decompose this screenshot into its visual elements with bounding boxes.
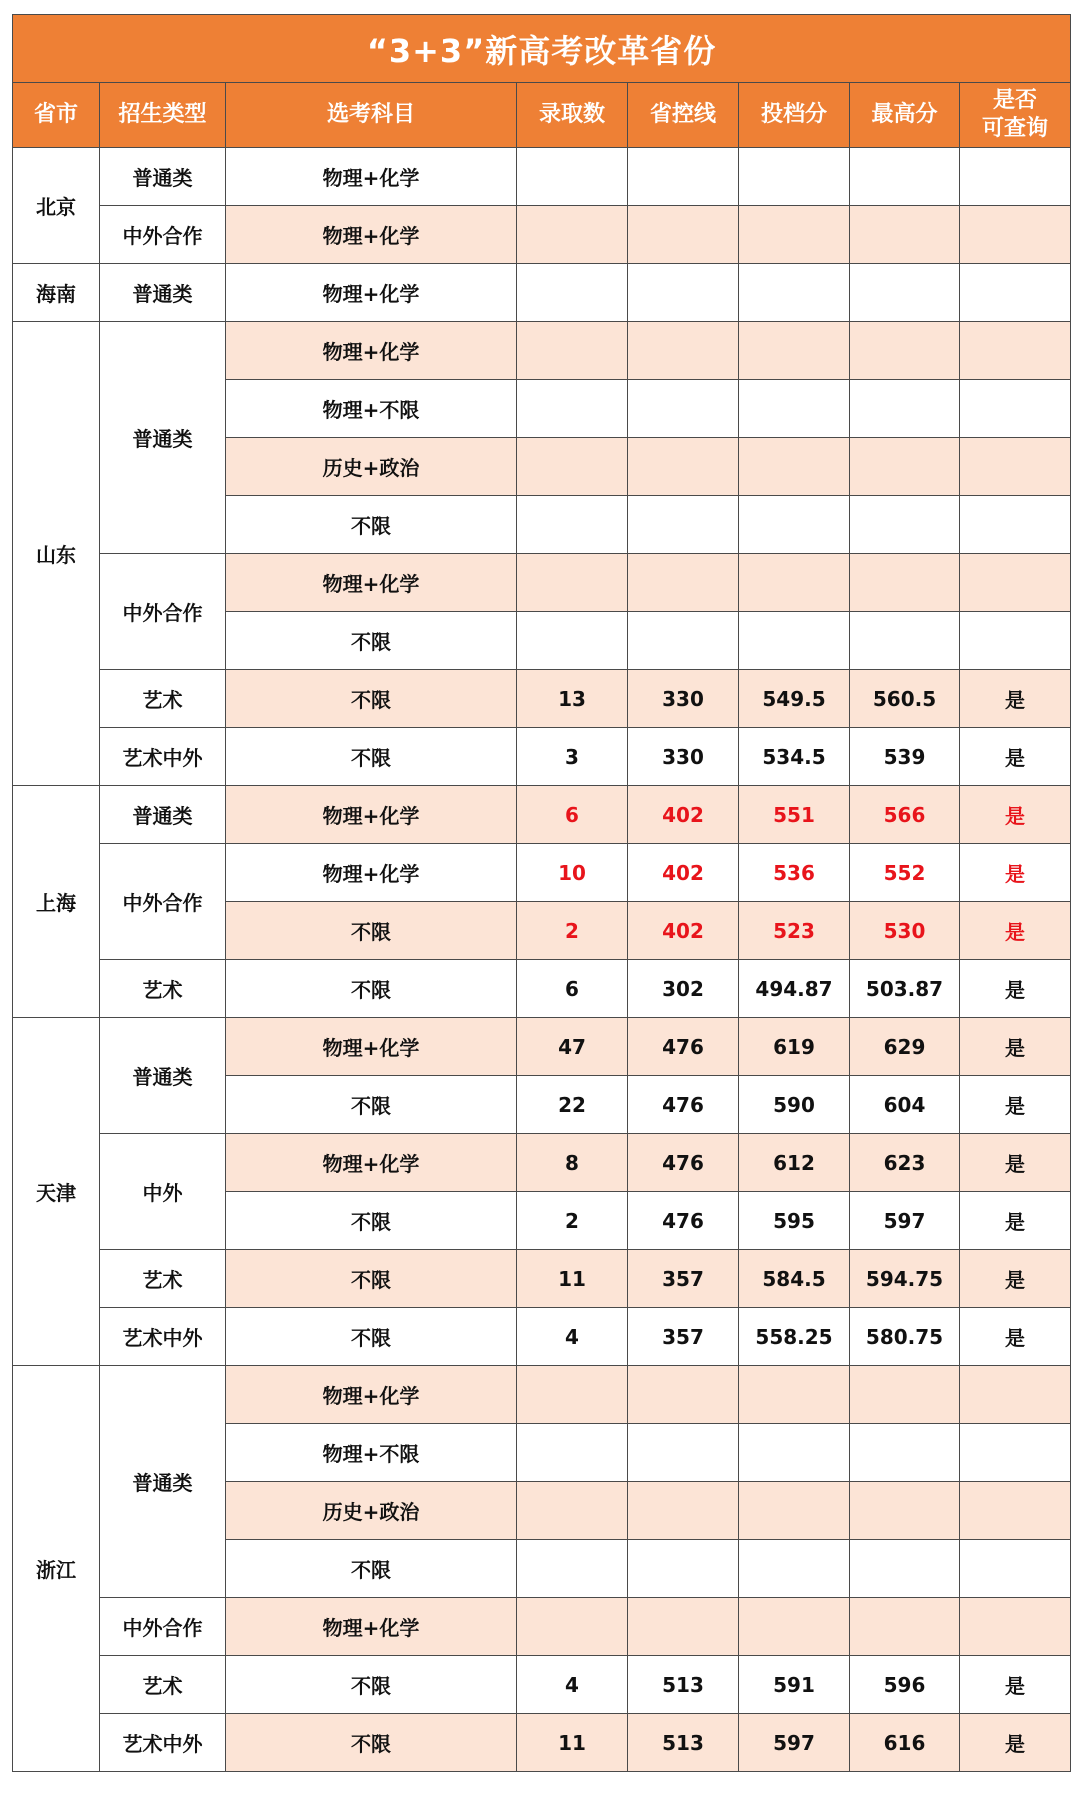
max-score-cell: 580.75 <box>850 1308 960 1366</box>
queryable-cell <box>960 438 1071 496</box>
queryable-cell: 是 <box>960 960 1071 1018</box>
subject-cell: 不限 <box>226 1192 517 1250</box>
header-admitted-count: 录取数 <box>517 83 628 148</box>
province-cell: 上海 <box>13 786 100 1018</box>
table-row <box>13 554 1071 612</box>
max-score-cell <box>850 1540 960 1598</box>
subject-cell: 物理+化学 <box>226 206 517 264</box>
subject-cell: 物理+化学 <box>226 1366 517 1424</box>
table-row <box>13 1308 1071 1366</box>
enroll-type-cell: 艺术 <box>100 1250 226 1308</box>
admission-scores-table <box>12 14 1071 1772</box>
table-row <box>13 844 1071 902</box>
admitted-count-cell: 4 <box>517 1656 628 1714</box>
max-score-cell <box>850 264 960 322</box>
header-enroll-type: 招生类型 <box>100 83 226 148</box>
header-row <box>13 83 1071 148</box>
subject-cell: 不限 <box>226 1540 517 1598</box>
table-row <box>13 1598 1071 1656</box>
enroll-type-cell: 普通类 <box>100 786 226 844</box>
control-line-cell <box>628 1540 739 1598</box>
toudang-score-cell <box>739 554 850 612</box>
max-score-cell: 616 <box>850 1714 960 1772</box>
toudang-score-cell: 536 <box>739 844 850 902</box>
enroll-type-cell: 普通类 <box>100 322 226 554</box>
enroll-type-cell: 艺术 <box>100 670 226 728</box>
toudang-score-cell: 591 <box>739 1656 850 1714</box>
admitted-count-cell: 4 <box>517 1308 628 1366</box>
toudang-score-cell <box>739 496 850 554</box>
queryable-cell: 是 <box>960 1018 1071 1076</box>
table-row <box>13 206 1071 264</box>
control-line-cell: 357 <box>628 1308 739 1366</box>
subject-cell: 物理+化学 <box>226 148 517 206</box>
admitted-count-cell: 2 <box>517 1192 628 1250</box>
control-line-cell <box>628 206 739 264</box>
enroll-type-cell: 艺术 <box>100 960 226 1018</box>
max-score-cell: 560.5 <box>850 670 960 728</box>
toudang-score-cell <box>739 264 850 322</box>
table-row <box>13 148 1071 206</box>
admitted-count-cell: 11 <box>517 1714 628 1772</box>
table-row <box>13 1250 1071 1308</box>
max-score-cell: 596 <box>850 1656 960 1714</box>
toudang-score-cell: 590 <box>739 1076 850 1134</box>
queryable-cell <box>960 380 1071 438</box>
admitted-count-cell: 11 <box>517 1250 628 1308</box>
queryable-cell <box>960 1424 1071 1482</box>
admitted-count-cell <box>517 322 628 380</box>
subject-cell: 不限 <box>226 1656 517 1714</box>
control-line-cell: 402 <box>628 844 739 902</box>
control-line-cell <box>628 1482 739 1540</box>
queryable-cell: 是 <box>960 1192 1071 1250</box>
subject-cell: 不限 <box>226 1076 517 1134</box>
queryable-cell <box>960 1482 1071 1540</box>
subject-cell: 物理+化学 <box>226 1134 517 1192</box>
table-row <box>13 786 1071 844</box>
table-row <box>13 960 1071 1018</box>
max-score-cell: 604 <box>850 1076 960 1134</box>
admitted-count-cell <box>517 612 628 670</box>
max-score-cell <box>850 496 960 554</box>
control-line-cell: 402 <box>628 786 739 844</box>
toudang-score-cell: 494.87 <box>739 960 850 1018</box>
subject-cell: 物理+化学 <box>226 322 517 380</box>
max-score-cell <box>850 1424 960 1482</box>
admitted-count-cell: 47 <box>517 1018 628 1076</box>
max-score-cell: 552 <box>850 844 960 902</box>
enroll-type-cell: 中外合作 <box>100 554 226 670</box>
admitted-count-cell <box>517 1540 628 1598</box>
queryable-cell: 是 <box>960 844 1071 902</box>
control-line-cell <box>628 380 739 438</box>
max-score-cell: 623 <box>850 1134 960 1192</box>
toudang-score-cell <box>739 612 850 670</box>
max-score-cell: 566 <box>850 786 960 844</box>
enroll-type-cell: 中外合作 <box>100 206 226 264</box>
toudang-score-cell: 549.5 <box>739 670 850 728</box>
queryable-cell <box>960 1598 1071 1656</box>
enroll-type-cell: 艺术中外 <box>100 728 226 786</box>
subject-cell: 不限 <box>226 902 517 960</box>
table-row <box>13 322 1071 380</box>
admitted-count-cell <box>517 206 628 264</box>
header-queryable: 是否 可查询 <box>960 83 1071 148</box>
admitted-count-cell: 6 <box>517 786 628 844</box>
max-score-cell <box>850 612 960 670</box>
subject-cell: 物理+化学 <box>226 554 517 612</box>
province-cell: 北京 <box>13 148 100 264</box>
title-row <box>13 15 1071 83</box>
toudang-score-cell <box>739 1424 850 1482</box>
subject-cell: 物理+不限 <box>226 1424 517 1482</box>
max-score-cell <box>850 438 960 496</box>
toudang-score-cell <box>739 438 850 496</box>
control-line-cell: 402 <box>628 902 739 960</box>
control-line-cell: 330 <box>628 670 739 728</box>
max-score-cell <box>850 322 960 380</box>
subject-cell: 不限 <box>226 1250 517 1308</box>
toudang-score-cell: 558.25 <box>739 1308 850 1366</box>
queryable-cell: 是 <box>960 1134 1071 1192</box>
control-line-cell <box>628 1598 739 1656</box>
control-line-cell <box>628 438 739 496</box>
table-row <box>13 670 1071 728</box>
admitted-count-cell <box>517 554 628 612</box>
toudang-score-cell <box>739 1598 850 1656</box>
admitted-count-cell: 3 <box>517 728 628 786</box>
admitted-count-cell <box>517 1598 628 1656</box>
max-score-cell: 530 <box>850 902 960 960</box>
enroll-type-cell: 普通类 <box>100 1018 226 1134</box>
subject-cell: 不限 <box>226 960 517 1018</box>
enroll-type-cell: 艺术中外 <box>100 1308 226 1366</box>
max-score-cell <box>850 206 960 264</box>
admitted-count-cell <box>517 438 628 496</box>
control-line-cell <box>628 148 739 206</box>
province-cell: 浙江 <box>13 1366 100 1772</box>
province-cell: 山东 <box>13 322 100 786</box>
max-score-cell: 539 <box>850 728 960 786</box>
queryable-cell: 是 <box>960 670 1071 728</box>
control-line-cell: 330 <box>628 728 739 786</box>
enroll-type-cell: 普通类 <box>100 1366 226 1598</box>
header-control-line: 省控线 <box>628 83 739 148</box>
queryable-cell <box>960 264 1071 322</box>
toudang-score-cell: 597 <box>739 1714 850 1772</box>
toudang-score-cell: 523 <box>739 902 850 960</box>
subject-cell: 物理+化学 <box>226 1018 517 1076</box>
admitted-count-cell: 13 <box>517 670 628 728</box>
queryable-cell: 是 <box>960 1076 1071 1134</box>
subject-cell: 不限 <box>226 728 517 786</box>
subject-cell: 不限 <box>226 612 517 670</box>
toudang-score-cell <box>739 206 850 264</box>
max-score-cell <box>850 148 960 206</box>
province-cell: 海南 <box>13 264 100 322</box>
header-province: 省市 <box>13 83 100 148</box>
control-line-cell <box>628 612 739 670</box>
enroll-type-cell: 艺术中外 <box>100 1714 226 1772</box>
admitted-count-cell <box>517 148 628 206</box>
table-row <box>13 1366 1071 1424</box>
queryable-cell: 是 <box>960 786 1071 844</box>
control-line-cell: 476 <box>628 1018 739 1076</box>
subject-cell: 物理+化学 <box>226 264 517 322</box>
header-toudang-score: 投档分 <box>739 83 850 148</box>
control-line-cell <box>628 264 739 322</box>
queryable-cell <box>960 554 1071 612</box>
header-subjects: 选考科目 <box>226 83 517 148</box>
max-score-cell <box>850 1482 960 1540</box>
enroll-type-cell: 中外 <box>100 1134 226 1250</box>
max-score-cell <box>850 380 960 438</box>
toudang-score-cell: 584.5 <box>739 1250 850 1308</box>
enroll-type-cell: 普通类 <box>100 264 226 322</box>
queryable-cell: 是 <box>960 728 1071 786</box>
table-row <box>13 1714 1071 1772</box>
toudang-score-cell <box>739 148 850 206</box>
max-score-cell: 594.75 <box>850 1250 960 1308</box>
table-row <box>13 728 1071 786</box>
control-line-cell <box>628 1424 739 1482</box>
queryable-cell: 是 <box>960 1656 1071 1714</box>
queryable-cell <box>960 148 1071 206</box>
subject-cell: 物理+化学 <box>226 786 517 844</box>
enroll-type-cell: 中外合作 <box>100 844 226 960</box>
subject-cell: 不限 <box>226 670 517 728</box>
enroll-type-cell: 中外合作 <box>100 1598 226 1656</box>
header-max-score: 最高分 <box>850 83 960 148</box>
table-body <box>13 148 1071 1772</box>
admitted-count-cell <box>517 496 628 554</box>
toudang-score-cell <box>739 1366 850 1424</box>
max-score-cell <box>850 1366 960 1424</box>
table-row <box>13 1018 1071 1076</box>
queryable-cell: 是 <box>960 902 1071 960</box>
subject-cell: 历史+政治 <box>226 438 517 496</box>
table-row <box>13 1134 1071 1192</box>
queryable-cell <box>960 612 1071 670</box>
control-line-cell: 476 <box>628 1076 739 1134</box>
queryable-cell: 是 <box>960 1250 1071 1308</box>
control-line-cell <box>628 554 739 612</box>
max-score-cell: 597 <box>850 1192 960 1250</box>
max-score-cell <box>850 1598 960 1656</box>
subject-cell: 物理+化学 <box>226 844 517 902</box>
subject-cell: 物理+化学 <box>226 1598 517 1656</box>
queryable-cell <box>960 1366 1071 1424</box>
toudang-score-cell <box>739 322 850 380</box>
toudang-score-cell: 619 <box>739 1018 850 1076</box>
queryable-cell <box>960 496 1071 554</box>
toudang-score-cell: 612 <box>739 1134 850 1192</box>
toudang-score-cell: 551 <box>739 786 850 844</box>
admitted-count-cell: 8 <box>517 1134 628 1192</box>
queryable-cell <box>960 322 1071 380</box>
toudang-score-cell: 534.5 <box>739 728 850 786</box>
control-line-cell <box>628 496 739 554</box>
control-line-cell <box>628 322 739 380</box>
queryable-cell: 是 <box>960 1714 1071 1772</box>
max-score-cell: 503.87 <box>850 960 960 1018</box>
toudang-score-cell <box>739 1540 850 1598</box>
subject-cell: 物理+不限 <box>226 380 517 438</box>
subject-cell: 不限 <box>226 1714 517 1772</box>
queryable-cell <box>960 206 1071 264</box>
admitted-count-cell: 6 <box>517 960 628 1018</box>
max-score-cell <box>850 554 960 612</box>
admitted-count-cell: 22 <box>517 1076 628 1134</box>
admitted-count-cell: 10 <box>517 844 628 902</box>
admitted-count-cell <box>517 380 628 438</box>
admitted-count-cell <box>517 1424 628 1482</box>
control-line-cell: 357 <box>628 1250 739 1308</box>
queryable-cell: 是 <box>960 1308 1071 1366</box>
toudang-score-cell <box>739 380 850 438</box>
subject-cell: 不限 <box>226 1308 517 1366</box>
subject-cell: 不限 <box>226 496 517 554</box>
admitted-count-cell: 2 <box>517 902 628 960</box>
toudang-score-cell <box>739 1482 850 1540</box>
admitted-count-cell <box>517 264 628 322</box>
subject-cell: 历史+政治 <box>226 1482 517 1540</box>
control-line-cell: 476 <box>628 1134 739 1192</box>
admitted-count-cell <box>517 1482 628 1540</box>
table-row <box>13 264 1071 322</box>
table-row <box>13 1656 1071 1714</box>
admitted-count-cell <box>517 1366 628 1424</box>
toudang-score-cell: 595 <box>739 1192 850 1250</box>
table-title: “3+3”新高考改革省份 <box>13 15 1071 83</box>
control-line-cell <box>628 1366 739 1424</box>
enroll-type-cell: 普通类 <box>100 148 226 206</box>
control-line-cell: 302 <box>628 960 739 1018</box>
control-line-cell: 476 <box>628 1192 739 1250</box>
queryable-cell <box>960 1540 1071 1598</box>
enroll-type-cell: 艺术 <box>100 1656 226 1714</box>
control-line-cell: 513 <box>628 1714 739 1772</box>
control-line-cell: 513 <box>628 1656 739 1714</box>
max-score-cell: 629 <box>850 1018 960 1076</box>
province-cell: 天津 <box>13 1018 100 1366</box>
